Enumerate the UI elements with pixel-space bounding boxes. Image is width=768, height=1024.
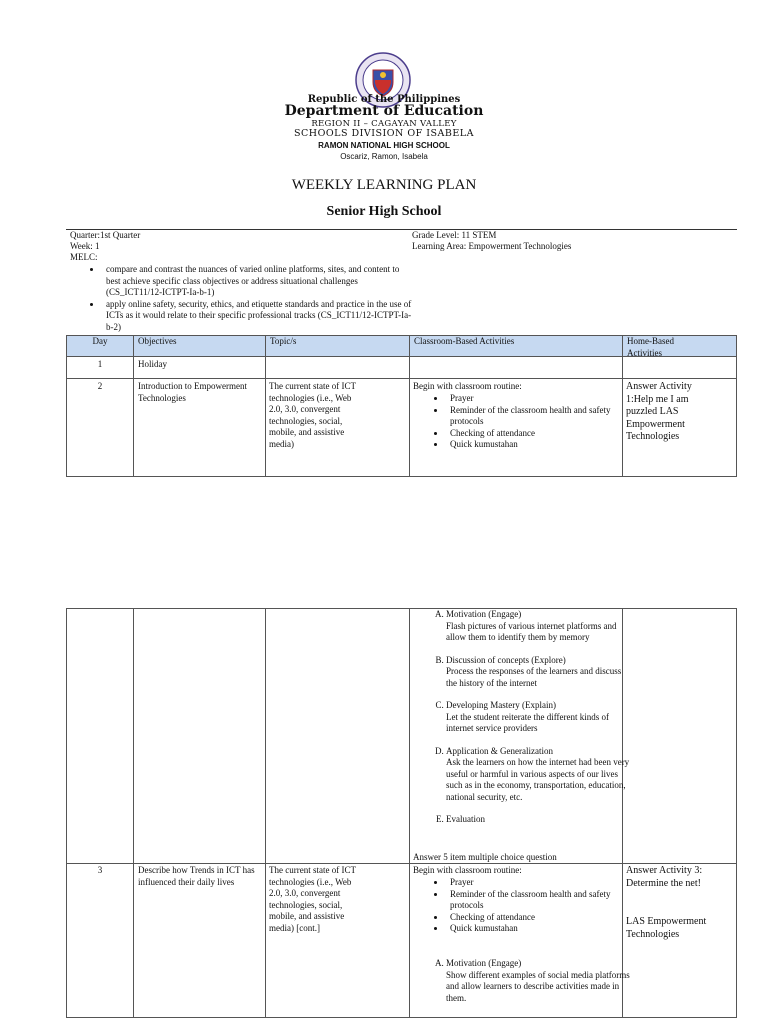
step-item <box>446 609 631 644</box>
melc-item: • compare and contrast the nuances of varied online platforms, sites, and content to best achieve specific class objectives or address situational challenges (CS_ICT11/12-ICTPT-Ia-b-1) <box>102 264 412 299</box>
melc-label: MELC: <box>70 252 98 262</box>
step-head: Evaluation <box>446 814 485 824</box>
letterhead-republic: Republic of the Philippines <box>307 94 461 105</box>
step-item <box>446 958 631 1004</box>
step-head: Motivation (Engage) <box>446 958 522 968</box>
row2-routine-intro: Begin with classroom routine: <box>413 381 522 391</box>
document-title: WEEKLY LEARNING PLAN <box>291 177 477 193</box>
step-head: Motivation (Engage) <box>446 609 522 619</box>
routine-item: • Checking of attendance <box>446 428 626 440</box>
grade-level-label: Grade Level: 11 STEM <box>412 230 497 240</box>
letterhead-address: Oscariz, Ramon, Isabela <box>340 152 428 161</box>
row2-day-cell <box>66 378 134 477</box>
row3-routine-list <box>430 877 626 935</box>
step-item <box>446 814 631 826</box>
row2-topic: The current state of ICT technologies (i.e., Web 2.0, 3.0, convergent technologies, social, mobile, and assistive media) <box>269 381 356 449</box>
row3-objectives: Describe how Trends in ICT has influenced their daily lives <box>138 865 255 887</box>
routine-item: • Reminder of the classroom health and safety protocols <box>446 405 626 428</box>
routine-item: • Checking of attendance <box>446 912 626 924</box>
cont-day-cell <box>66 608 134 864</box>
learning-area-label: Learning Area: Empowerment Technologies <box>412 241 572 251</box>
melc-list <box>86 264 412 333</box>
header-day-label: Day <box>92 336 108 346</box>
step-head: Discussion of concepts (Explore) <box>446 654 566 665</box>
letterhead-school: RAMON NATIONAL HIGH SCHOOL <box>318 141 450 150</box>
step-body: Process the responses of the learners and discuss the history of the internet <box>446 666 622 688</box>
row2-home: Answer Activity 1:Help me I am puzzled LAS Empowerment Technologies <box>626 381 692 442</box>
header-classroom-label: Classroom-Based Activities <box>414 336 515 346</box>
step-item <box>446 700 631 735</box>
cont-final: Answer 5 item multiple choice question <box>413 852 557 862</box>
letterhead-department: Department of Education <box>284 103 484 119</box>
step-head: Application & Generalization <box>446 745 553 756</box>
week-label: Week: 1 <box>70 241 100 251</box>
step-body: Flash pictures of various internet platforms and allow them to identify them by memory <box>446 620 617 642</box>
cont-home-cell <box>622 608 737 864</box>
melc-item: • apply online safety, security, ethics, and etiquette standards and practice in the use of ICTs as it would relate to their specific professional tracks (CS_ICT11/12-ICTPT-Ia-b-2) <box>102 299 412 334</box>
row3-day: 3 <box>97 865 103 875</box>
letterhead-region: REGION II – CAGAYAN VALLEY <box>311 119 457 129</box>
document-subtitle: Senior High School <box>326 204 442 219</box>
routine-item: • Reminder of the classroom health and safety protocols <box>446 889 626 912</box>
row2-day: 2 <box>97 381 103 391</box>
step-body: Ask the learners on how the internet had been very useful or harmful in various aspects of our lives such as in the economy, transportation, education, national security, etc. <box>446 757 630 802</box>
step-body: Show different examples of social media platforms and allow learners to describe activities made in them. <box>446 969 630 1003</box>
cont-topic-cell <box>265 608 410 864</box>
header-topics-label: Topic/s <box>270 336 297 346</box>
routine-item: • Prayer <box>446 877 626 889</box>
header-objectives-label: Objectives <box>138 336 177 346</box>
info-top-rule <box>66 229 737 230</box>
routine-item: • Quick kumustahan <box>446 923 626 935</box>
cont-objectives-cell <box>133 608 266 864</box>
row3-day-cell <box>66 863 134 1018</box>
routine-item: • Quick kumustahan <box>446 439 626 451</box>
row3-routine-intro: Begin with classroom routine: <box>413 865 522 875</box>
step-head: Developing Mastery (Explain) <box>446 700 556 710</box>
letterhead-division: SCHOOLS DIVISION OF ISABELA <box>294 128 474 139</box>
step-item <box>446 746 631 804</box>
row1-day: 1 <box>97 359 103 369</box>
cont-steps-list <box>430 609 631 826</box>
row1-home-cell <box>622 356 737 379</box>
row3-home-activity: Answer Activity 3: Determine the net! <box>626 865 703 889</box>
row2-routine-list <box>430 393 626 451</box>
row3-topic: The current state of ICT technologies (i.e., Web 2.0, 3.0, convergent technologies, social, mobile, and assistive media) [cont.] <box>269 865 356 933</box>
step-body: Let the student reiterate the different kinds of internet service providers <box>446 711 610 733</box>
row1-classroom-cell <box>409 356 623 379</box>
routine-item: • Prayer <box>446 393 626 405</box>
row1-topic-cell <box>265 356 410 379</box>
row2-objectives: Introduction to Empowerment Technologies <box>138 381 247 403</box>
row1-objectives: Holiday <box>138 359 167 369</box>
header-home-label: Home-Based Activities <box>627 336 674 358</box>
row3-steps-list <box>430 958 631 1004</box>
row3-home-las: LAS Empowerment Technologies <box>626 916 707 940</box>
step-item <box>446 655 631 690</box>
quarter-label: Quarter:1st Quarter <box>70 230 141 240</box>
